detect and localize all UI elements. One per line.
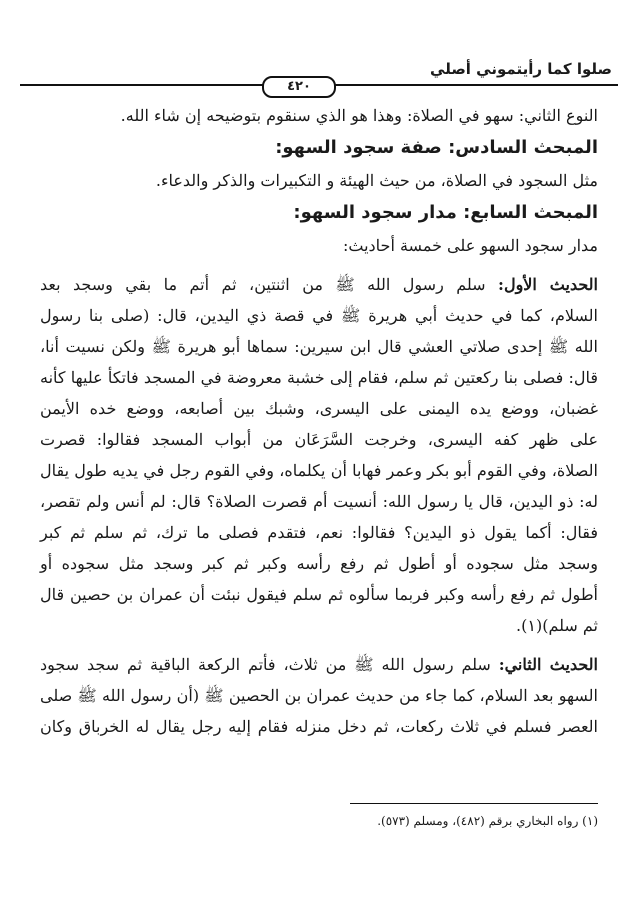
footnote: (١) رواه البخاري برقم (٤٨٢)، ومسلم (٥٧٣). [377, 814, 598, 828]
paragraph-sahw-type-two: النوع الثاني: سهو في الصلاة: وهذا هو الذي سنقوم بتوضيحه إن شاء الله. [120, 106, 598, 125]
hadith-line: على ظهر كفه اليسرى، وخرجت السَّرَعَان من أبواب المسجد فقالوا: قصرت [40, 430, 599, 449]
hadith-one-title: الحديث الأول: [498, 275, 598, 294]
hadith-line: له: ذو اليدين، قال يا رسول الله: أنسيت أم قصرت الصلاة؟ قال: لم أنس ولم تقصر، [40, 492, 598, 511]
paragraph-gap [40, 261, 598, 269]
hadith-one [40, 269, 598, 641]
hadith-line: فقال: أكما يقول ذو اليدين؟ فقالوا: نعم، فتقدم فصلى ما ترك، ثم سلم ثم كبر [40, 523, 598, 542]
hadith-line: الحديث الثاني: سلم رسول الله ﷺ من ثلاث، فأتم الركعة الباقية ثم سجد سجود [40, 655, 598, 674]
hadith-line: وسجد مثل سجوده أو أطول ثم رفع رأسه وكبر ثم كبر وسجد مثل سجوده أو [40, 554, 598, 573]
hadith-line: السهو بعد السلام، كما جاء من حديث عمران بن الحصين ﷺ (أن رسول الله ﷺ صلى [40, 686, 598, 705]
section-heading-six: المبحث السادس: صفة سجود السهو: [275, 137, 598, 158]
hadith-line: الحديث الأول: سلم رسول الله ﷺ من اثنتين، ثم أتم ما بقي وسجد بعد [40, 275, 598, 294]
hadith-line: العصر فسلم في ثلاث ركعات، ثم دخل منزله فقام إليه رجل يقال له الخرباق وكان [40, 717, 598, 736]
page-number: ٤٢٠ [262, 76, 336, 98]
hadith-line: قال: فصلى بنا ركعتين ثم سلم، فقام إلى خشبة معروضة في المسجد فاتكأ عليها كأنه [40, 368, 598, 387]
paragraph-sujud-description: مثل السجود في الصلاة، من حيث الهيئة و التكبيرات والذكر والدعاء. [155, 171, 598, 190]
hadith-line: ثم سلم)(١). [516, 616, 598, 635]
footnote-rule [350, 803, 598, 804]
hadith-line: الصلاة، وفي القوم أبو بكر وعمر فهابا أن يكلماه، وفي القوم رجل في يديه طول يقال [40, 461, 598, 480]
hadith-line: الله ﷺ إحدى صلاتي العشي قال ابن سيرين: سماها أبو هريرة ﷺ ولكن نسيت أنا، [40, 337, 599, 356]
paragraph-gap [40, 641, 598, 649]
running-header-title: صلوا كما رأيتموني أصلي [430, 60, 612, 78]
hadith-line: أطول ثم رفع رأسه وكبر فربما سألوه ثم سلم فيقول نبئت أن عمران بن حصين قال [40, 585, 598, 604]
hadith-line: غضبان، ووضع يده اليمنى على اليسرى، وشبك بين أصابعه، ووضع خده الأيمن [40, 399, 598, 418]
page-body [40, 100, 598, 742]
paragraph-five-hadiths: مدار سجود السهو على خمسة أحاديث: [343, 236, 598, 255]
section-heading-seven: المبحث السابع: مدار سجود السهو: [293, 202, 598, 223]
hadith-two [40, 649, 598, 742]
hadith-two-title: الحديث الثاني: [498, 655, 598, 674]
hadith-line: السلام، كما في حديث أبي هريرة ﷺ في قصة ذي اليدين، قال: (صلى بنا رسول [40, 306, 599, 325]
